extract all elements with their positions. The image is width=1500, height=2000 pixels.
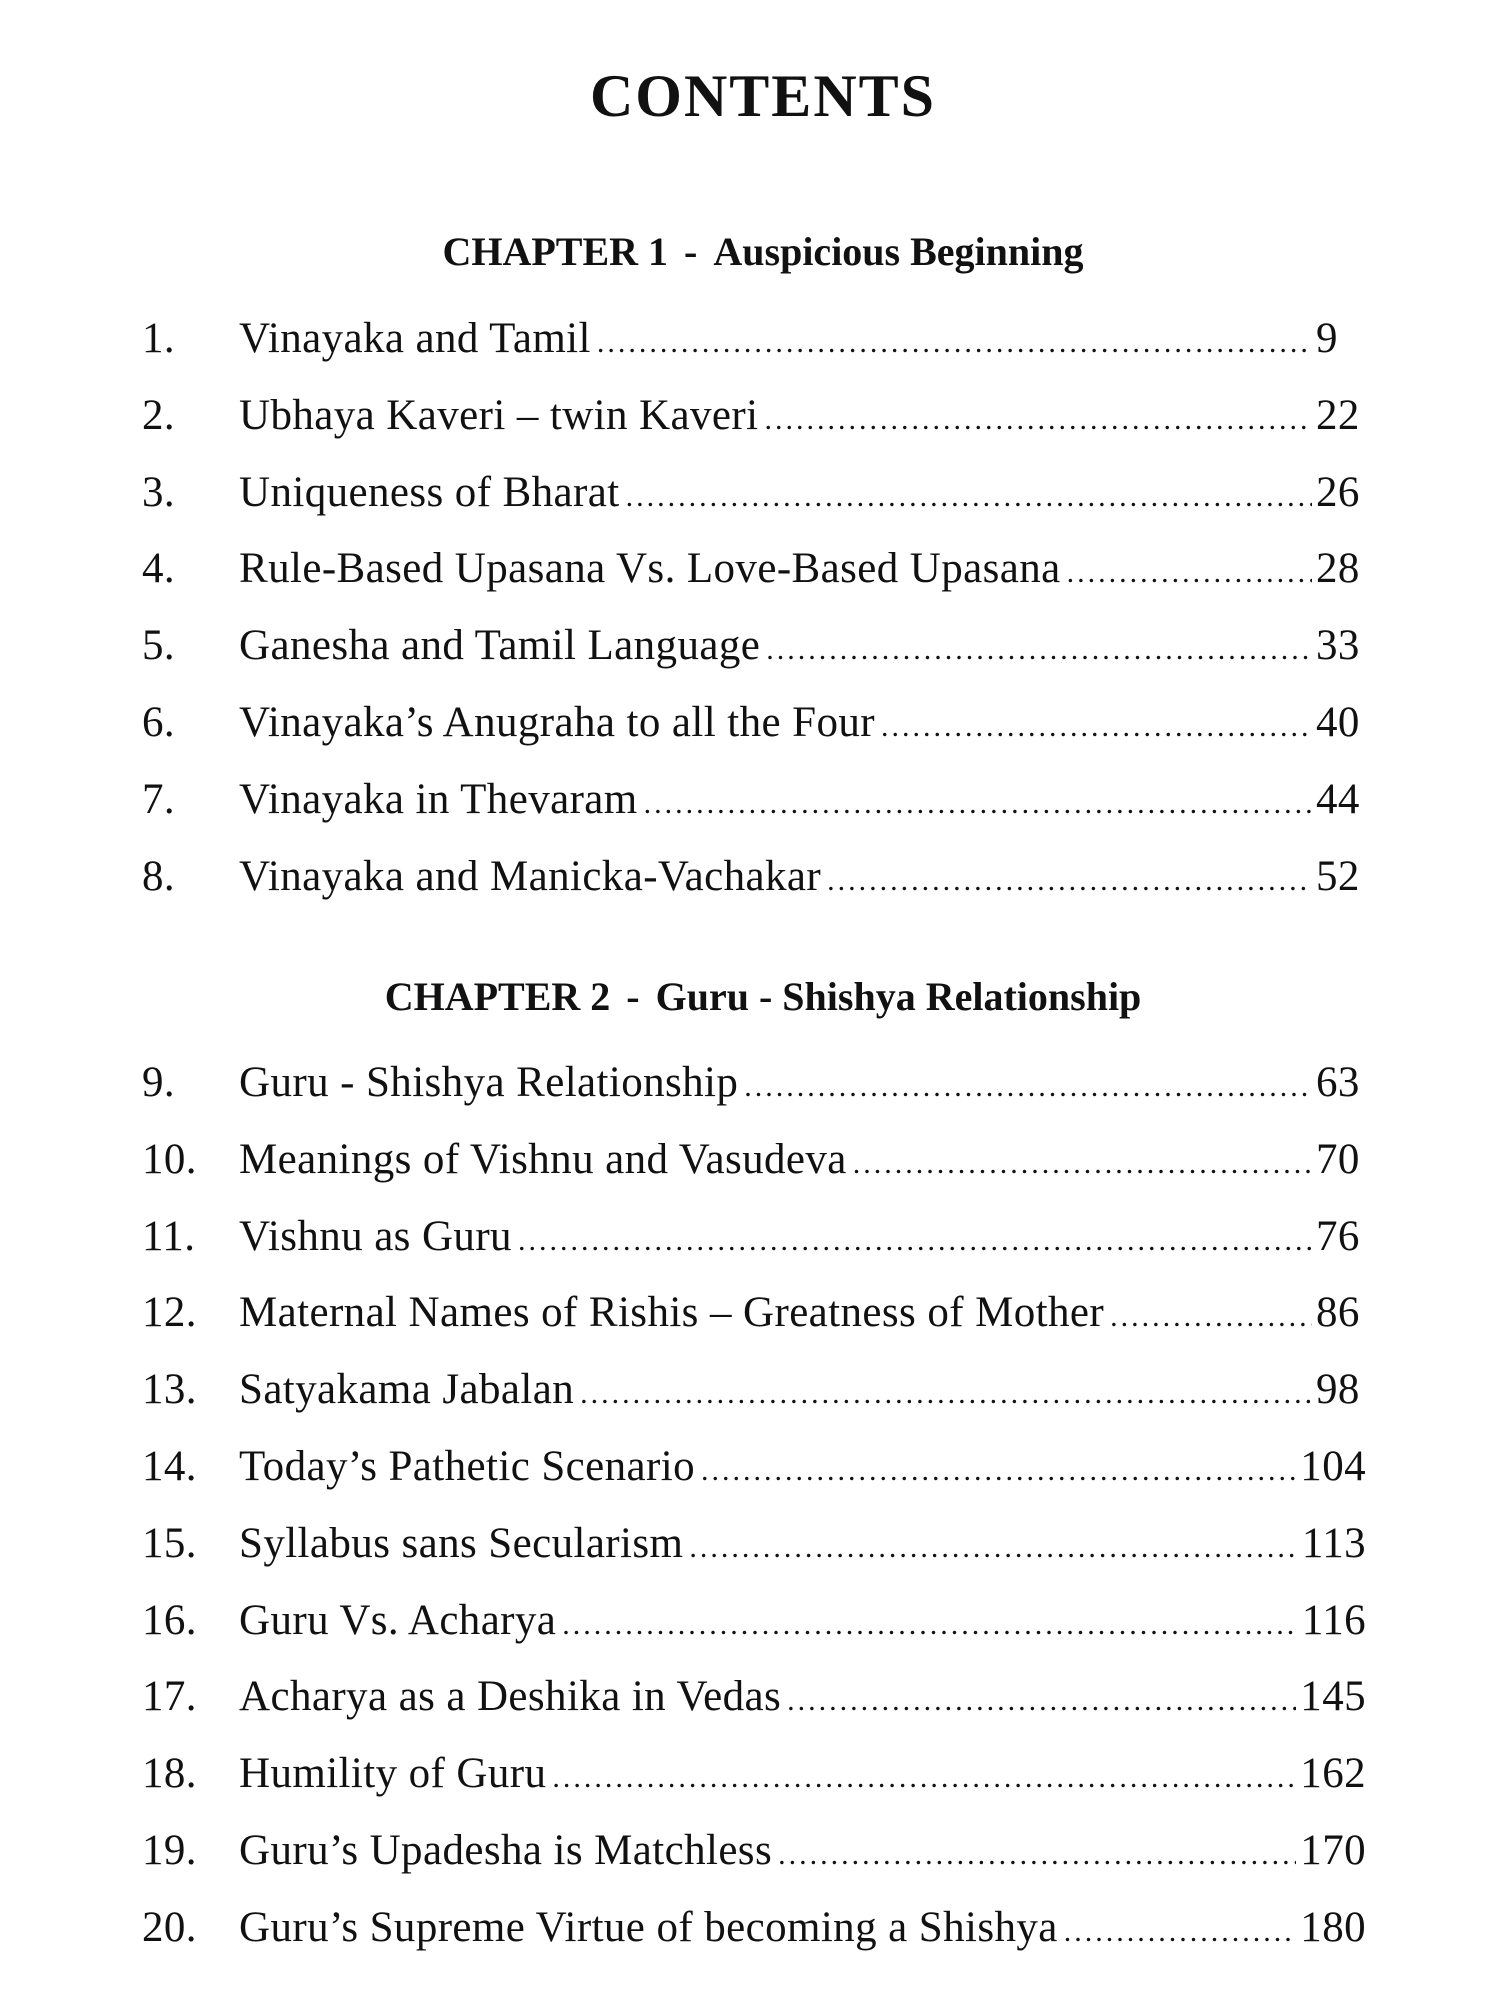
page-title: CONTENTS xyxy=(589,63,937,129)
toc-entry[interactable] xyxy=(142,1442,1366,1502)
entry-page: 170 xyxy=(1300,1827,1366,1874)
entry-title: Rule-Based Upasana Vs. Love-Based Upasana xyxy=(239,545,1061,593)
entry-page: 52 xyxy=(1316,852,1360,900)
entry-page: 40 xyxy=(1316,699,1360,746)
dot-leader xyxy=(644,787,1312,821)
entry-title: Vinayaka and Tamil xyxy=(239,315,591,362)
entry-page: 22 xyxy=(1316,391,1360,439)
entry-title: Ubhaya Kaveri – twin Kaveri xyxy=(239,391,759,439)
dot-leader xyxy=(626,480,1312,514)
chapter-separator: - xyxy=(626,974,640,1019)
entry-number: 16. xyxy=(142,1596,197,1644)
entry-page: 28 xyxy=(1316,545,1360,593)
dot-leader xyxy=(778,1838,1296,1872)
entry-page: 44 xyxy=(1316,775,1360,823)
entry-title: Vinayaka and Manicka-Vachakar xyxy=(239,852,822,900)
toc-entry[interactable] xyxy=(142,775,1366,835)
toc-entry[interactable] xyxy=(142,1135,1366,1195)
chapter-heading xyxy=(0,973,1500,1020)
dot-leader xyxy=(597,326,1312,360)
entry-title: Guru’s Supreme Virtue of becoming a Shishya xyxy=(239,1903,1058,1951)
entry-title: Acharya as a Deshika in Vedas xyxy=(239,1673,782,1721)
chapter-heading xyxy=(0,228,1500,275)
entry-title: Vinayaka’s Anugraha to all the Four xyxy=(239,699,875,746)
chapter-name: Guru - Shishya Relationship xyxy=(655,974,1142,1019)
entry-title: Maternal Names of Rishis – Greatness of Mother xyxy=(239,1289,1105,1337)
entry-page: 76 xyxy=(1316,1212,1360,1260)
entry-page: 98 xyxy=(1316,1366,1360,1414)
entry-number: 7. xyxy=(142,775,176,823)
entry-page: 116 xyxy=(1301,1596,1366,1644)
entry-page: 162 xyxy=(1300,1750,1366,1798)
entry-page: 63 xyxy=(1316,1059,1360,1106)
entry-page: 33 xyxy=(1316,622,1360,670)
chapter-name: Auspicious Beginning xyxy=(713,229,1084,274)
entry-number: 17. xyxy=(142,1673,197,1721)
entry-number: 15. xyxy=(142,1519,197,1567)
entry-title: Today’s Pathetic Scenario xyxy=(239,1443,695,1490)
entry-number: 10. xyxy=(142,1135,197,1183)
toc-entry[interactable] xyxy=(142,1288,1366,1348)
entry-number: 12. xyxy=(142,1289,197,1337)
toc-entry[interactable] xyxy=(142,1749,1366,1809)
entry-page: 145 xyxy=(1300,1673,1366,1721)
toc-entry[interactable] xyxy=(142,1596,1366,1656)
toc-entry[interactable] xyxy=(142,468,1366,528)
dot-leader xyxy=(518,1224,1312,1258)
entry-number: 5. xyxy=(142,622,176,670)
dot-leader xyxy=(562,1608,1298,1642)
entry-number: 1. xyxy=(142,315,176,362)
entry-number: 2. xyxy=(142,391,176,439)
entry-title: Ganesha and Tamil Language xyxy=(239,622,761,670)
toc-entry[interactable] xyxy=(142,1672,1366,1732)
entry-number: 9. xyxy=(142,1059,176,1106)
entry-page: 9 xyxy=(1316,315,1338,362)
toc-entry[interactable] xyxy=(142,1519,1366,1579)
entry-page: 70 xyxy=(1316,1135,1360,1183)
entry-number: 8. xyxy=(142,852,176,900)
entry-page: 113 xyxy=(1301,1519,1366,1567)
dot-leader xyxy=(1067,556,1312,590)
entry-number: 18. xyxy=(142,1750,197,1798)
entry-page: 104 xyxy=(1300,1443,1366,1490)
toc-entry[interactable] xyxy=(142,621,1366,681)
entry-page: 26 xyxy=(1316,468,1360,516)
entry-number: 4. xyxy=(142,545,176,593)
toc-entry[interactable] xyxy=(142,1058,1366,1118)
dot-leader xyxy=(764,403,1312,437)
entry-number: 13. xyxy=(142,1366,197,1414)
dot-leader xyxy=(1110,1300,1312,1334)
entry-number: 3. xyxy=(142,468,176,516)
toc-entry[interactable] xyxy=(142,1826,1366,1886)
entry-title: Humility of Guru xyxy=(239,1750,547,1798)
entry-title: Meanings of Vishnu and Vasudeva xyxy=(239,1135,847,1183)
toc-entry[interactable] xyxy=(142,1365,1366,1425)
dot-leader xyxy=(701,1454,1296,1488)
entry-title: Guru Vs. Acharya xyxy=(239,1596,557,1644)
dot-leader xyxy=(881,710,1312,744)
toc-entry[interactable] xyxy=(142,391,1366,451)
toc-entry[interactable] xyxy=(142,698,1366,758)
entry-title: Vinayaka in Thevaram xyxy=(239,775,638,823)
dot-leader xyxy=(827,864,1312,898)
entry-number: 19. xyxy=(142,1827,197,1874)
entry-title: Guru’s Upadesha is Matchless xyxy=(239,1827,773,1874)
entry-page: 180 xyxy=(1300,1903,1366,1951)
toc-entry[interactable] xyxy=(142,852,1366,912)
dot-leader xyxy=(766,633,1312,667)
entry-number: 11. xyxy=(142,1212,196,1260)
entry-page: 86 xyxy=(1316,1289,1360,1337)
dot-leader xyxy=(689,1531,1298,1565)
dot-leader xyxy=(853,1147,1312,1181)
toc-entry[interactable] xyxy=(142,544,1366,604)
entry-title: Vishnu as Guru xyxy=(239,1212,512,1260)
toc-entry[interactable] xyxy=(142,314,1366,374)
toc-entry[interactable] xyxy=(142,1212,1366,1272)
dot-leader xyxy=(744,1070,1312,1104)
chapter-label: CHAPTER 2 xyxy=(384,974,611,1019)
entry-title: Syllabus sans Secularism xyxy=(239,1519,684,1567)
entry-number: 20. xyxy=(142,1903,197,1951)
entry-title: Satyakama Jabalan xyxy=(239,1366,575,1414)
entry-number: 6. xyxy=(142,699,176,746)
dot-leader xyxy=(787,1684,1296,1718)
dot-leader xyxy=(1064,1915,1297,1949)
entry-number: 14. xyxy=(142,1443,197,1490)
chapter-separator: - xyxy=(684,229,698,274)
entry-title: Uniqueness of Bharat xyxy=(239,468,620,516)
entry-title: Guru - Shishya Relationship xyxy=(239,1059,739,1106)
dot-leader xyxy=(580,1377,1312,1411)
toc-entry[interactable] xyxy=(142,1903,1366,1963)
dot-leader xyxy=(552,1761,1296,1795)
chapter-label: CHAPTER 1 xyxy=(442,229,669,274)
